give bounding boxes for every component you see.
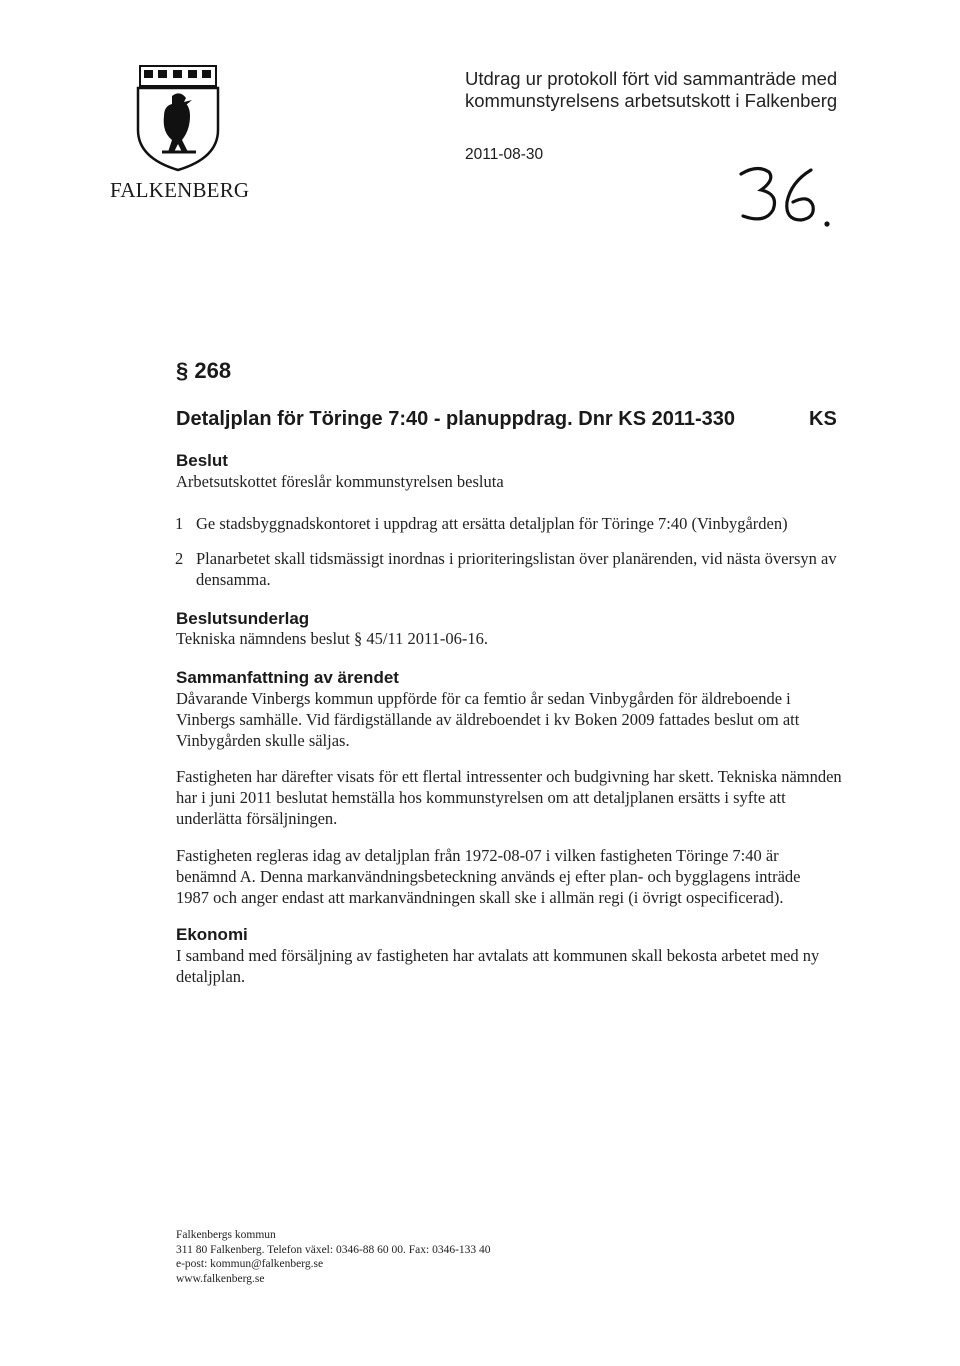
protocol-date: 2011-08-30	[465, 146, 544, 163]
decision-item	[175, 548, 855, 590]
decision-item	[175, 513, 855, 534]
beslut-heading: Beslut	[176, 451, 228, 470]
coat-of-arms-logo	[132, 62, 224, 172]
beslutsunderlag-heading: Beslutsunderlag	[176, 609, 310, 628]
handwritten-page-number	[735, 160, 845, 240]
ekonomi-heading: Ekonomi	[176, 925, 248, 944]
decision-item-number: 2	[175, 549, 184, 568]
footer-contact	[176, 1228, 491, 1286]
sammanfattning-heading: Sammanfattning av ärendet	[176, 668, 399, 687]
summary-paragraph: Fastigheten har därefter visats för ett flertal intressenter och budgivning har skett. Tekniska nämnden har i juni 2011 beslutat hemställa hos kommunstyrelsen om att detaljplanen ersätts i syfte att underlätta försäljningen.	[176, 767, 842, 828]
beslutsunderlag-text: Tekniska nämndens beslut § 45/11 2011-06-16.	[176, 629, 488, 648]
decision-item-text: Ge stadsbyggnadskontoret i uppdrag att ersätta detaljplan för Töringe 7:40 (Vinbygården)	[196, 514, 788, 533]
logo-text: FALKENBERG	[110, 178, 250, 202]
summary-paragraph: Dåvarande Vinbergs kommun uppförde för ca femtio år sedan Vinbygården för äldreboende i Vinbergs samhälle. Vid färdigställande av äldreboendet i kv Boken 2009 fattades beslut om att Vinbygården skulle säljas.	[176, 689, 800, 750]
paragraph-number: § 268	[176, 358, 232, 383]
footer-email: e-post: kommun@falkenberg.se	[176, 1258, 324, 1270]
decision-item-number: 1	[175, 514, 184, 533]
footer-website: www.falkenberg.se	[176, 1272, 265, 1285]
committee-tag: KS	[809, 408, 837, 430]
beslut-intro: Arbetsutskottet föreslår kommunstyrelsen besluta	[176, 472, 504, 491]
matter-title: Detaljplan för Töringe 7:40 - planuppdrag. Dnr KS 2011-330	[176, 408, 736, 430]
footer-org-name: Falkenbergs kommun	[176, 1229, 276, 1241]
summary-paragraph: Fastigheten regleras idag av detaljplan från 1972-08-07 i vilken fastigheten Töringe 7:40 är benämnd A. Denna markanvändningsbeteckning används ej efter plan- och bygglagens inträde 1987 och anger endast att markanvändningen skall ske i allmän regi (i övrigt ospecificerad).	[176, 846, 801, 907]
decision-item-text: Planarbetet skall tidsmässigt inordnas i prioriteringslistan över planärenden, vid nästa översyn av densamma.	[196, 549, 837, 589]
protocol-header-title: Utdrag ur protokoll fört vid sammanträde med kommunstyrelsens arbetsutskott i Falkenberg	[465, 68, 838, 111]
ekonomi-text: I samband med försäljning av fastigheten har avtalats att kommunen skall bekosta arbetet med ny detaljplan.	[176, 946, 820, 986]
footer-address-phone: 311 80 Falkenberg. Telefon växel: 0346-88 60 00. Fax: 0346-133 40	[176, 1243, 491, 1256]
